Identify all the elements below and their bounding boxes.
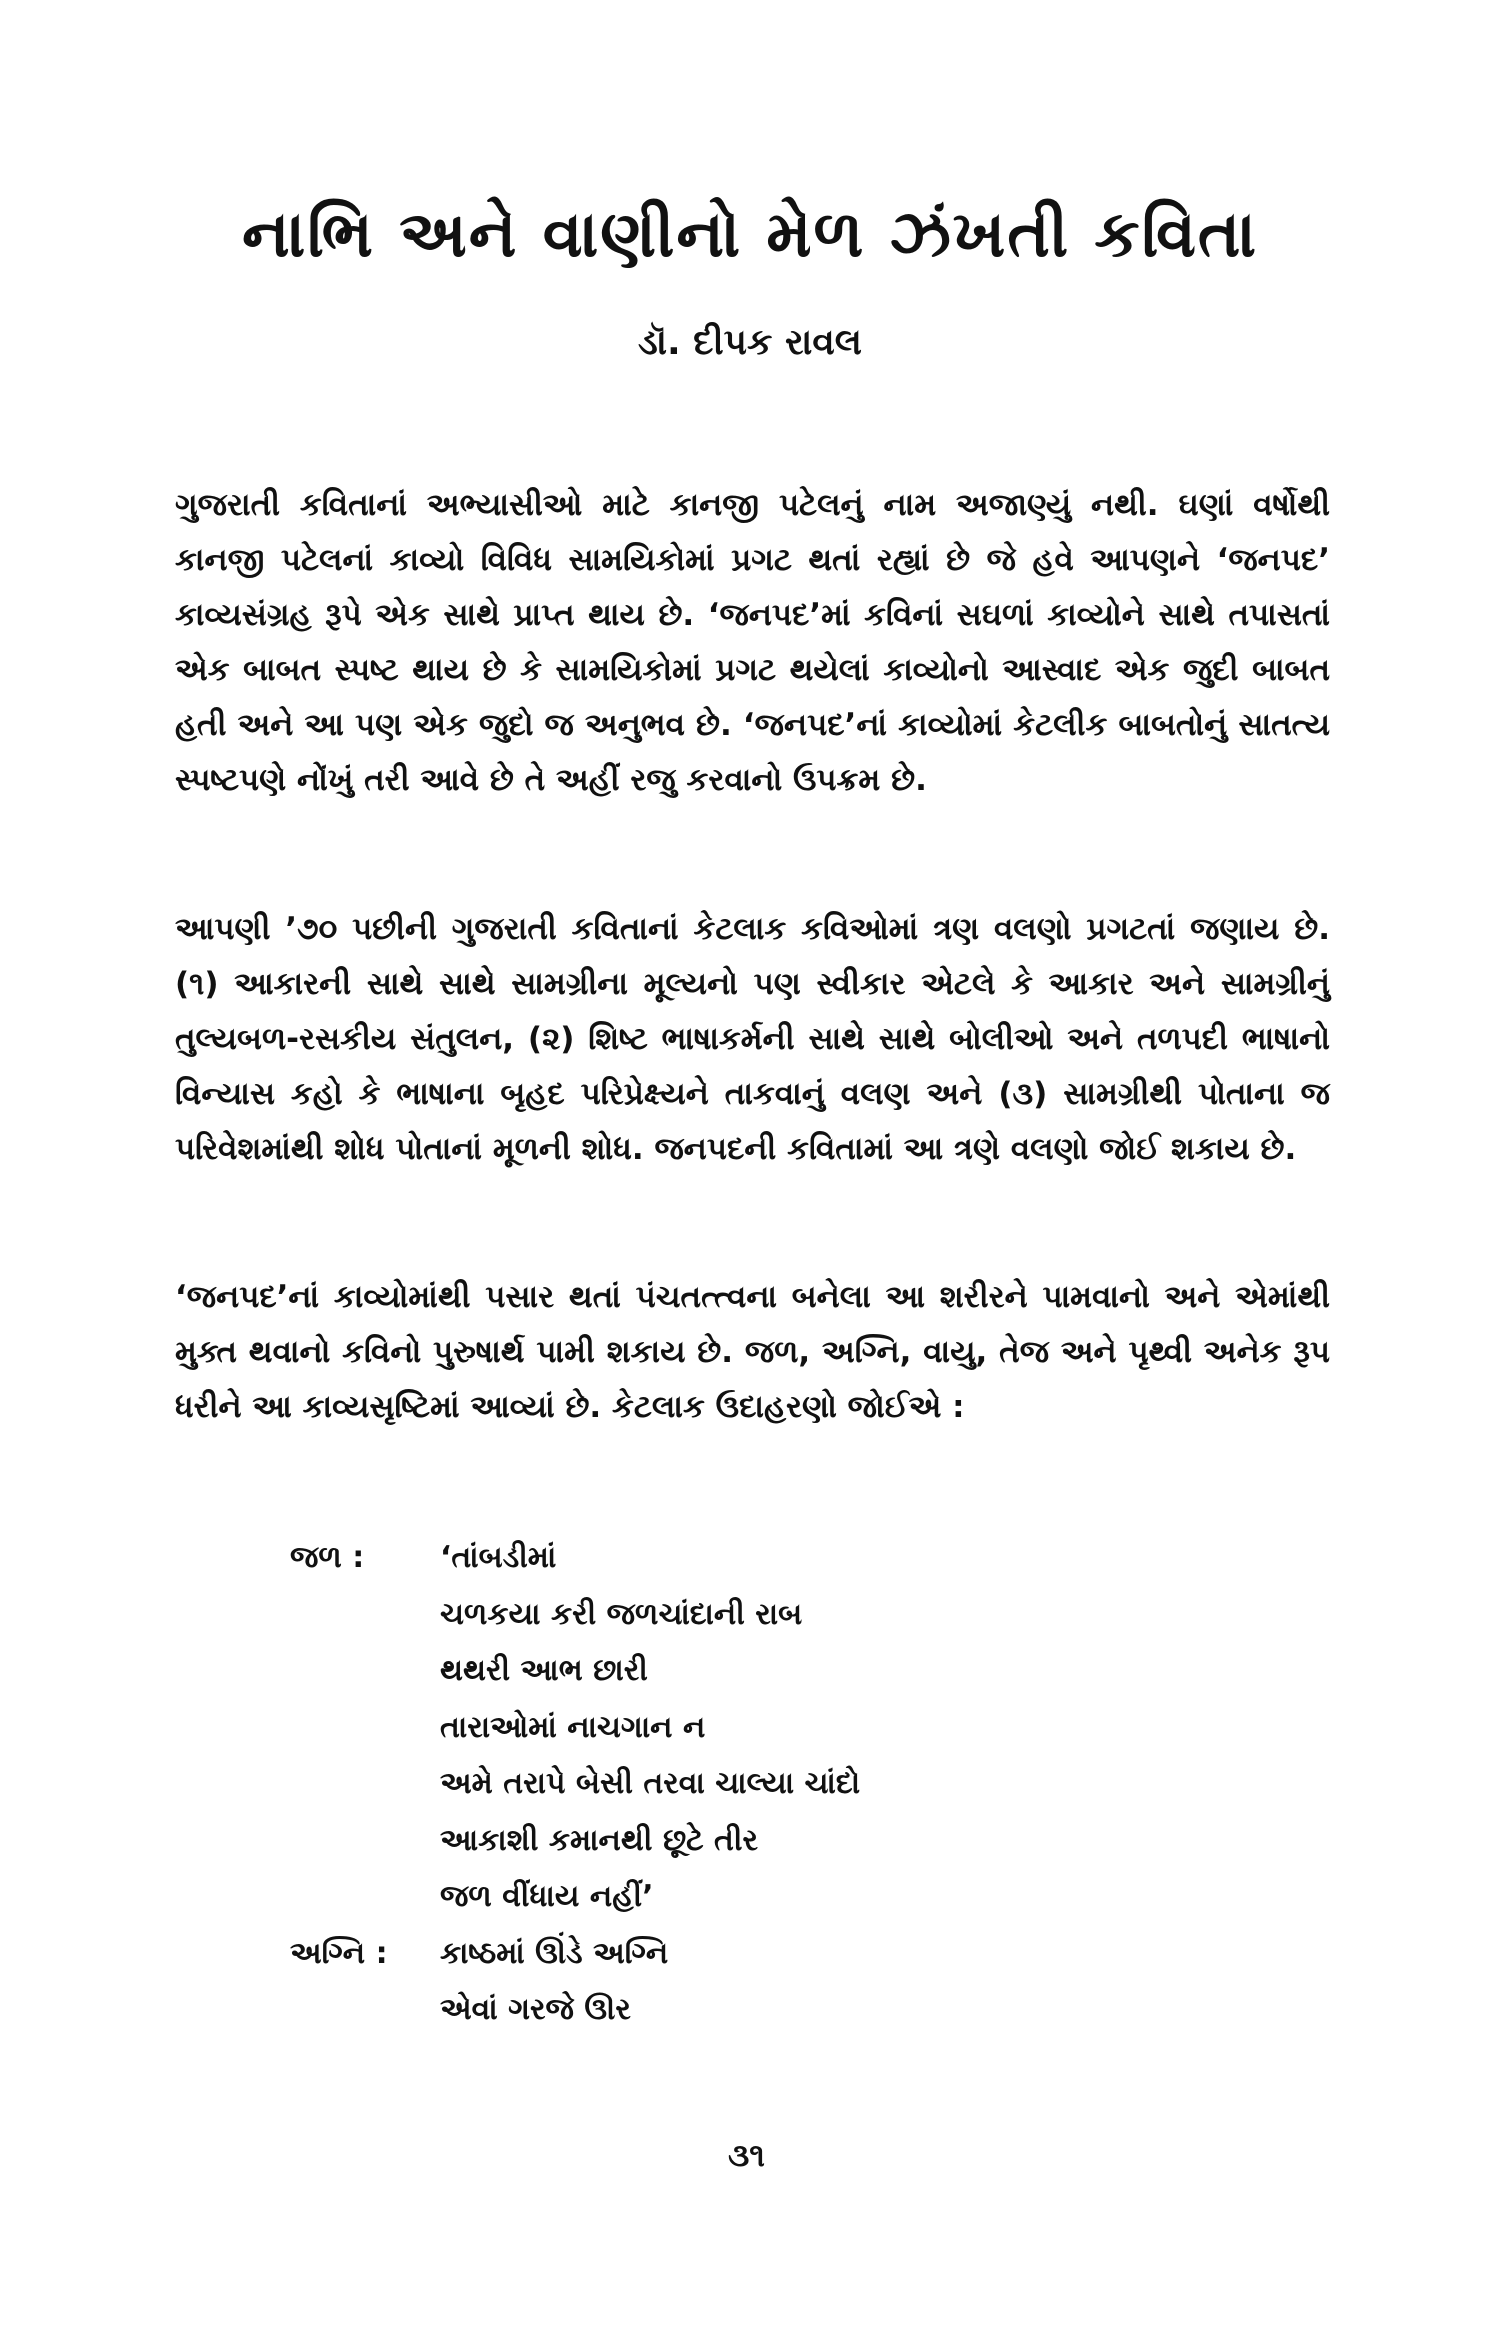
example-water xyxy=(290,1530,1190,1926)
poem-line: ‘તાંબડીમાં xyxy=(440,1540,557,1575)
poem-examples xyxy=(290,1530,1190,2039)
poem-line: એવાં ગરજે ઊર xyxy=(440,1992,631,2027)
example-label-water: જળ : xyxy=(290,1540,365,1575)
example-lines-water xyxy=(440,1530,1190,1926)
article-title: નાભિ અને વાણીનો મેળ ઝંખતી કવિતા xyxy=(241,198,1259,272)
poem-line: અમે તરાપે બેસી તરવા ચાલ્યા ચાંદો xyxy=(440,1766,861,1801)
poem-line: થથરી આભ છારી xyxy=(440,1653,648,1688)
example-label-fire: અગ્નિ : xyxy=(290,1935,388,1971)
poem-line: તારાઓમાં નાચગાન ન xyxy=(440,1709,706,1745)
example-lines-fire xyxy=(440,1926,1190,2039)
poem-line: કાષ્ઠમાં ઊંડે અગ્નિ xyxy=(440,1935,669,1971)
body-paragraph-2: આપણી ’૭૦ પછીની ગુજરાતી કવિતાનાં કેટલાક કવિઓમાં ત્રણ વલણો પ્રગટતાં જણાય છે. (૧) આકારની સાથે સાથે સામગ્રીના મૂલ્યનો પણ સ્વીકાર એટલે કે આકાર અને સામગ્રીનું તુલ્યબળ-રસકીય સંતુલન, (૨) શિષ્ટ ભાષાકર્મની સાથે સાથે બોલીઓ અને તળપદી ભાષાનો વિન્યાસ કહો કે ભાષાના બૃહદ પરિપ્રેક્ષ્યને તાકવાનું વલણ અને (૩) સામગ્રીથી પોતાના જ પરિવેશમાંથી શોધ પોતાનાં મૂળની શોધ. જનપદની કવિતામાં આ ત્રણે વલણો જોઈ શકાય છે. xyxy=(175,911,1330,1167)
author-name: ડૉ. દીપક રાવલ xyxy=(637,322,863,363)
page-number: ૩૧ xyxy=(728,2136,765,2174)
poem-line: ચળકયા કરી જળચાંદાની રાબ xyxy=(440,1596,803,1632)
example-fire xyxy=(290,1926,1190,2039)
poem-line: જળ વીંધાય નહીં’ xyxy=(440,1879,654,1914)
body-paragraph-1: ગુજરાતી કવિતાનાં અભ્યાસીઓ માટે કાનજી પટેલનું નામ અજાણ્યું નથી. ઘણાં વર્ષોથી કાનજી પટેલનાં કાવ્યો વિવિધ સામયિકોમાં પ્રગટ થતાં રહ્યાં છે જે હવે આપણને ‘જનપદ’ કાવ્યસંગ્રહ રૂપે એક સાથે પ્રાપ્ત થાય છે. ‘જનપદ’માં કવિનાં સઘળાં કાવ્યોને સાથે તપાસતાં એક બાબત સ્પષ્ટ થાય છે કે સામયિકોમાં પ્રગટ થયેલાં કાવ્યોનો આસ્વાદ એક જુદી બાબત હતી અને આ પણ એક જુદો જ અનુભવ છે. ‘જનપદ’નાં કાવ્યોમાં કેટલીક બાબતોનું સાતત્ય સ્પષ્ટપણે નોંખું તરી આવે છે તે અહીં રજુ કરવાનો ઉપક્રમ છે. xyxy=(175,487,1330,798)
body-paragraph-3: ‘જનપદ’નાં કાવ્યોમાંથી પસાર થતાં પંચતત્ત્વના બનેલા આ શરીરને પામવાનો અને એમાંથી મુક્ત થવાનો કવિનો પુરુષાર્થ પામી શકાય છે. જળ, અગ્નિ, વાયુ, તેજ અને પૃથ્વી અનેક રૂપ ધરીને આ કાવ્યસૃષ્ટિમાં આવ્યાં છે. કેટલાક ઉદાહરણો જોઈએ : xyxy=(175,1279,1330,1425)
poem-line: આકાશી કમાનથી છૂટે તીર xyxy=(440,1822,759,1858)
